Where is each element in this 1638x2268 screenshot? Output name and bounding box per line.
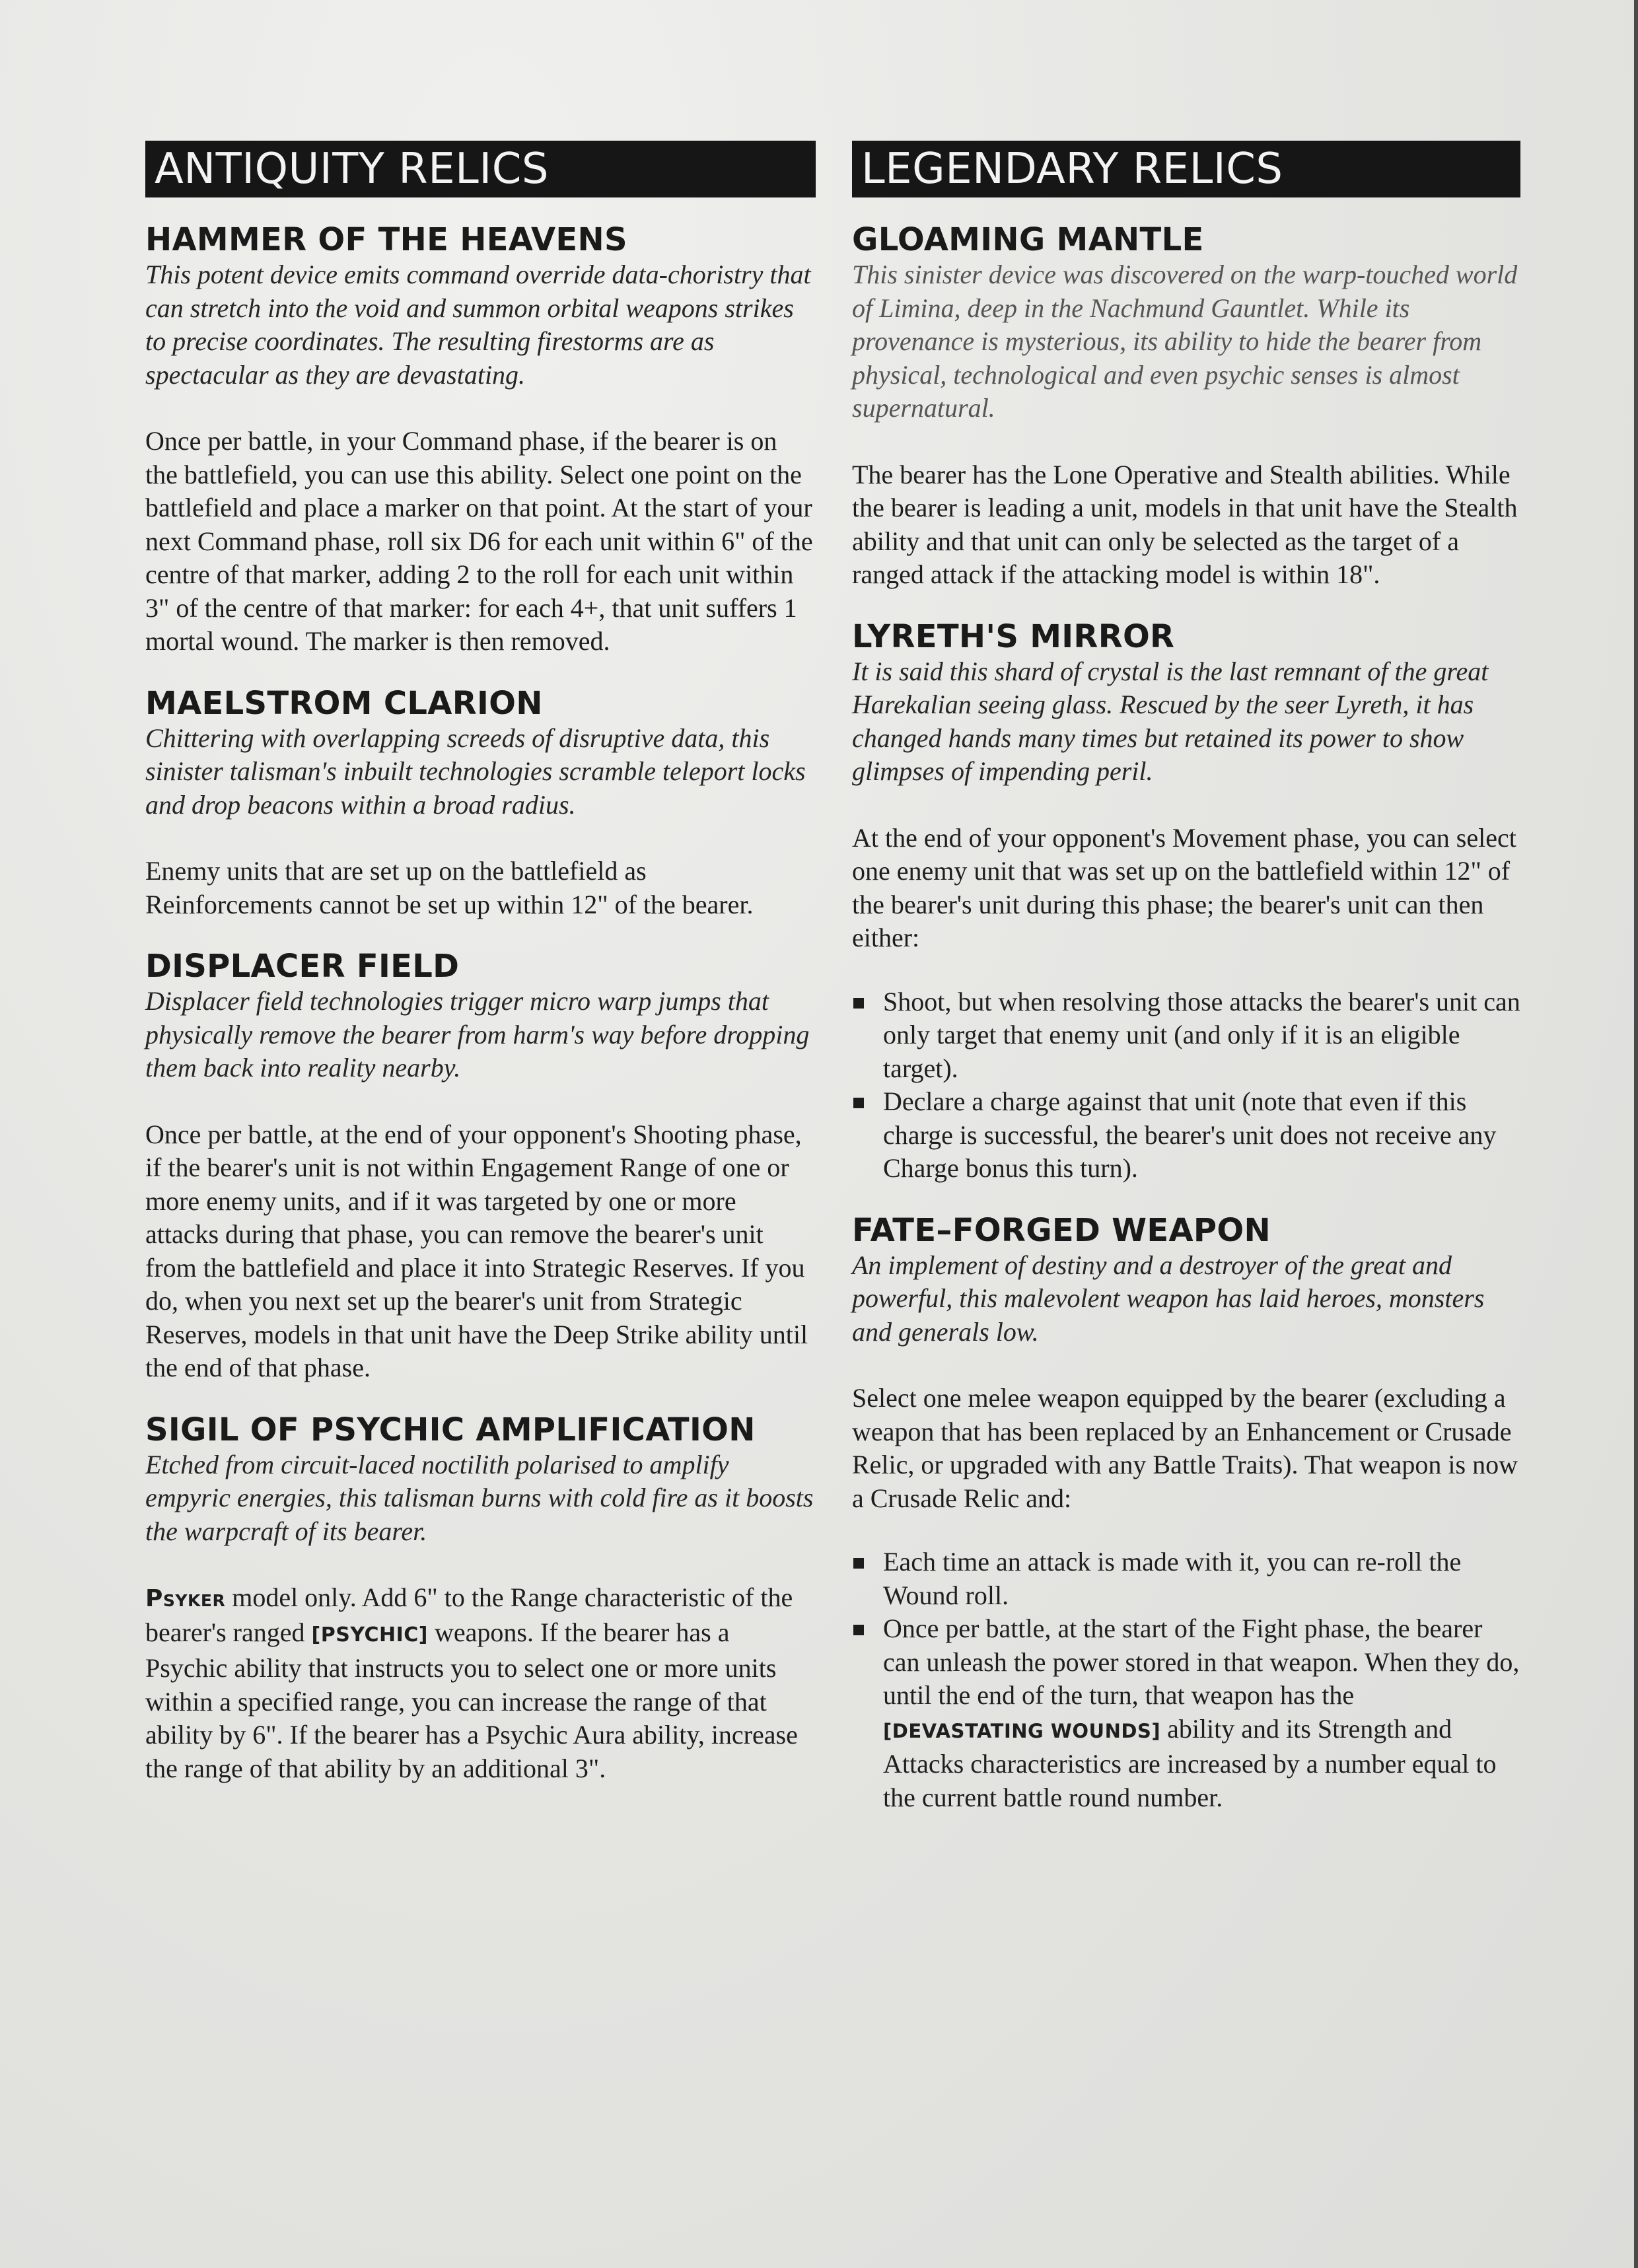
list-item <box>852 1612 1520 1814</box>
relic-title: DISPLACER FIELD <box>145 948 460 985</box>
relic-flavor-text: It is said this shard of crystal is the last remnant of the great Harekalian seeing glass. Rescued by the seer Lyreth, it has changed hands many times but retained its power to show glimpses of impending peril. <box>852 656 1489 786</box>
relic-rules-text: Once per battle, at the end of your opponent's Shooting phase, if the bearer's unit is not within Engagement Range of one or more enemy units, and if it was targeted by one or more attacks during that phase, you can remove the bearer's unit from the battlefield and place it into Strategic Reserves. If you do, when you next set up the bearer's unit from Strategic Reserves, models in that unit have the Deep Strike ability until the end of that phase. <box>145 1119 808 1382</box>
relic-rules-text: Once per battle, in your Command phase, if the bearer is on the battlefield, you can use this ability. Select one point on the battlefield and place a marker on that point. At the start of your next Command phase, roll six D6 for each unit within 6" of the centre of that marker, adding 2 to the roll for each unit within 3" of the centre of that marker: for each 4+, that unit suffers 1 mortal wound. The marker is then removed. <box>145 426 813 656</box>
relic-rules-text: Select one melee weapon equipped by the bearer (excluding a weapon that has been replaced by an Enhancement or Crusade Relic, or upgraded with any Battle Traits). That weapon is now a Crusade Relic and: <box>852 1383 1518 1513</box>
antiquity-relics-column <box>145 141 816 1812</box>
relic-title: GLOAMING MANTLE <box>852 221 1204 258</box>
ability-list <box>852 1545 1520 1814</box>
page-edge <box>1634 0 1638 2268</box>
rules-text-part: model only. Add 6" to the Range characteristic of the bearer's ranged <box>145 1582 793 1647</box>
relic-displacer-field <box>145 948 816 1385</box>
relic-title: HAMMER OF THE HEAVENS <box>145 221 627 258</box>
relic-rules-text: Enemy units that are set up on the battlefield as Reinforcements cannot be set up within 12" of the bearer. <box>145 856 754 919</box>
relic-rules-text: The bearer has the Lone Operative and Stealth abilities. While the bearer is leading a unit, models in that unit have the Stealth ability and that unit can only be selected as the target of a ranged attack if the attacking model is within 18". <box>852 459 1518 589</box>
relic-title: LYRETH'S MIRROR <box>852 618 1175 655</box>
psychic-weapon-keyword: [PSYCHIC] <box>311 1623 428 1647</box>
relic-sigil-of-psychic-amplification <box>145 1411 816 1786</box>
relic-rules-text: At the end of your opponent's Movement phase, you can select one enemy unit that was set up on the battlefield within 12" of the bearer's unit during this phase; the bearer's unit can then either: <box>852 822 1516 952</box>
relic-title: MAELSTROM CLARION <box>145 684 543 722</box>
relic-flavor-text: This potent device emits command override data-choristry that can stretch into the void and summon orbital weapons strikes to precise coordinates. The resulting firestorms are as spectacular as they are devastating. <box>145 260 811 390</box>
relic-hammer-of-the-heavens <box>145 221 816 658</box>
bullet-text-part: ability and its Strength and Attacks characteristics are increased by a number equal to the current battle round number. <box>883 1713 1497 1812</box>
bullet-text-part: Once per battle, at the start of the Fight phase, the bearer can unleash the power stored in that weapon. When they do, until the end of the turn, that weapon has the <box>883 1613 1520 1710</box>
list-item: Declare a charge against that unit (note that even if this charge is successful, the bearer's unit does not receive any Charge bonus this turn). <box>852 1085 1520 1186</box>
relic-flavor-text: This sinister device was discovered on the warp-touched world of Limina, deep in the Nachmund Gauntlet. While its provenance is mysterious, its ability to hide the bearer from physical, technological and even psychic senses is almost supernatural. <box>852 260 1518 423</box>
relic-flavor-text: Displacer field technologies trigger micro warp jumps that physically remove the bearer from harm's way before dropping them back into reality nearby. <box>145 986 810 1082</box>
rules-text-part: weapons. If the bearer has a Psychic ability that instructs you to select one or more units within a specified range, you can increase the range of that ability by 6". If the bearer has a Psychic Aura ability, increase the range of that ability by an additional 3". <box>145 1617 798 1783</box>
relic-rules-text <box>145 1581 816 1785</box>
list-item: Shoot, but when resolving those attacks the bearer's unit can only target that enemy unit (and only if it is an eligible target). <box>852 985 1520 1086</box>
legendary-relics-column <box>852 141 1520 1841</box>
relic-lyreths-mirror <box>852 618 1520 1186</box>
relic-maelstrom-clarion <box>145 685 816 922</box>
relic-flavor-text: Chittering with overlapping screeds of disruptive data, this sinister talisman's inbuilt technologies scramble teleport locks and drop beacons within a broad radius. <box>145 723 806 820</box>
devastating-wounds-keyword: [DEVASTATING WOUNDS] <box>883 1719 1161 1742</box>
section-banner-antiquity: ANTIQUITY RELICS <box>145 141 816 197</box>
option-list <box>852 985 1520 1186</box>
relic-flavor-text: An implement of destiny and a destroyer of the great and powerful, this malevolent weapon has laid heroes, monsters and generals low. <box>852 1250 1485 1347</box>
relic-fate-forged-weapon <box>852 1212 1520 1815</box>
relic-flavor-text: Etched from circuit-laced noctilith polarised to amplify empyric energies, this talisman burns with cold fire as it boosts the warpcraft of its bearer. <box>145 1449 814 1546</box>
section-banner-legendary: LEGENDARY RELICS <box>852 141 1520 197</box>
relic-title: FATE–FORGED WEAPON <box>852 1211 1271 1249</box>
relic-title: SIGIL OF PSYCHIC AMPLIFICATION <box>145 1411 756 1448</box>
psyker-keyword: Psyker <box>145 1585 226 1612</box>
relic-gloaming-mantle <box>852 221 1520 592</box>
list-item: Each time an attack is made with it, you can re-roll the Wound roll. <box>852 1545 1520 1612</box>
